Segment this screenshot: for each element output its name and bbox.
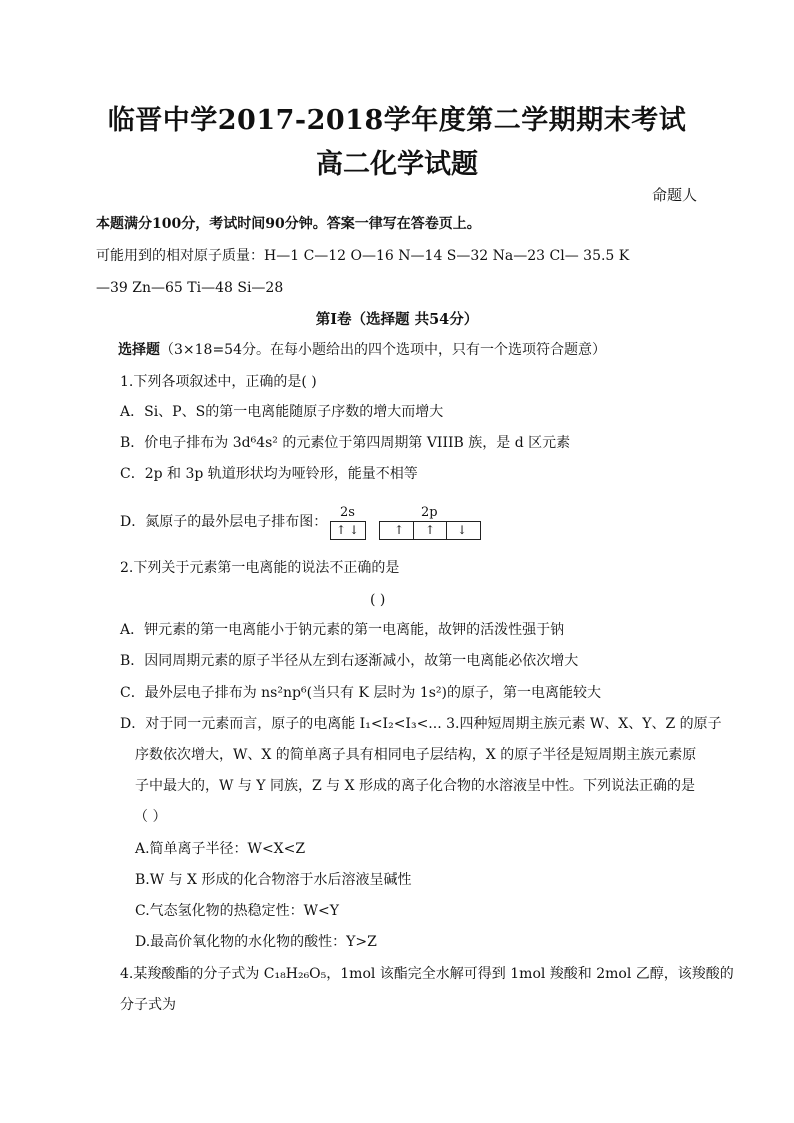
q4-stem-line-1: 4.某羧酸酯的分子式为 C₁₈H₂₆O₅，1mol 该酯完全水解可得到 1mol 羧酸和 2mol 乙醇，该羧酸的 [120, 966, 734, 982]
section-instruction [118, 340, 606, 360]
q1-option-c: C．2p 和 3p 轨道形状均为哑铃形，能量不相等 [120, 466, 418, 482]
exam-subtitle: 高二化学试题 [316, 149, 478, 180]
atomic-masses-line-1: 可能用到的相对原子质量：H—1 C—12 O—16 N—14 S—32 Na—23 Cl— 35.5 K [96, 248, 630, 264]
q1-option-a: A．Si、P、S的第一电离能随原子序数的增大而增大 [120, 404, 444, 420]
q2-answer-paren: ( ) [370, 592, 386, 608]
orbital-2s-box [330, 521, 366, 540]
q2-option-a: A．钾元素的第一电离能小于钠元素的第一电离能，故钾的活泼性强于钠 [120, 622, 565, 638]
spin-up-arrow-icon: ↑ [336, 523, 347, 537]
q3-option-a: A.简单离子半径：W<X<Z [135, 841, 306, 857]
q2-stem: 2.下列关于元素第一电离能的说法不正确的是 [120, 560, 400, 576]
q3-answer-paren: （ ） [134, 809, 167, 825]
q4-stem-line-2: 分子式为 [120, 997, 176, 1013]
q3-option-d: D.最高价氧化物的水化物的酸性：Y>Z [135, 934, 377, 950]
orbital-2s-label: 2s [340, 505, 355, 520]
orbital-2p-box [379, 521, 481, 540]
orbital-diagram [326, 505, 486, 545]
exam-note: 本题满分100分，考试时间90分钟。答案一律写在答卷页上。 [96, 216, 481, 232]
q2-option-b: B．因同周期元素的原子半径从左到右逐渐减小，故第一电离能必依次增大 [120, 653, 579, 669]
spin-down-arrow-icon: ↓ [457, 523, 468, 537]
instruction-label: 选择题 [118, 342, 160, 358]
orbital-2p-label: 2p [421, 505, 438, 520]
atomic-masses-line-2: —39 Zn—65 Ti—48 Si—28 [96, 280, 284, 296]
q3-option-b: B.W 与 X 形成的化合物溶于水后溶液呈碱性 [135, 872, 412, 888]
spin-down-arrow-icon: ↓ [349, 523, 360, 537]
q1-stem: 1.下列各项叙述中，正确的是( ) [120, 374, 317, 390]
instruction-text: （3×18=54分。在每小题给出的四个选项中，只有一个选项符合题意） [160, 342, 606, 358]
spin-up-arrow-icon: ↑ [394, 523, 405, 537]
q3-option-c: C.气态氢化物的热稳定性：W<Y [135, 903, 340, 919]
q3-stem-line-3: 子中最大的，W 与 Y 同族，Z 与 X 形成的离子化合物的水溶液呈中性。下列说法正确的是 [135, 778, 696, 794]
q3-stem-line-2: 序数依次增大，W、X 的简单离子具有相同电子层结构，X 的原子半径是短周期主族元素原 [135, 747, 697, 763]
author-label: 命题人 [651, 186, 697, 204]
q1-option-d: D．氮原子的最外层电子排布图： [120, 514, 328, 530]
q2-option-c: C．最外层电子排布为 ns²np⁶(当只有 K 层时为 1s²)的原子，第一电离能较大 [120, 685, 602, 701]
q2-option-d: D．对于同一元素而言，原子的电离能 I₁<I₂<I₃<... 3.四种短周期主族元素 W、X、Y、Z 的原子 [120, 716, 722, 732]
spin-up-arrow-icon: ↑ [425, 523, 436, 537]
section-title: 第Ⅰ卷（选择题 共54分） [315, 311, 479, 328]
exam-title: 临晋中学2017-2018学年度第二学期期末考试 [107, 105, 687, 136]
q1-option-b: B．价电子排布为 3d⁶4s² 的元素位于第四周期第 VIIIB 族，是 d 区元素 [120, 435, 571, 451]
